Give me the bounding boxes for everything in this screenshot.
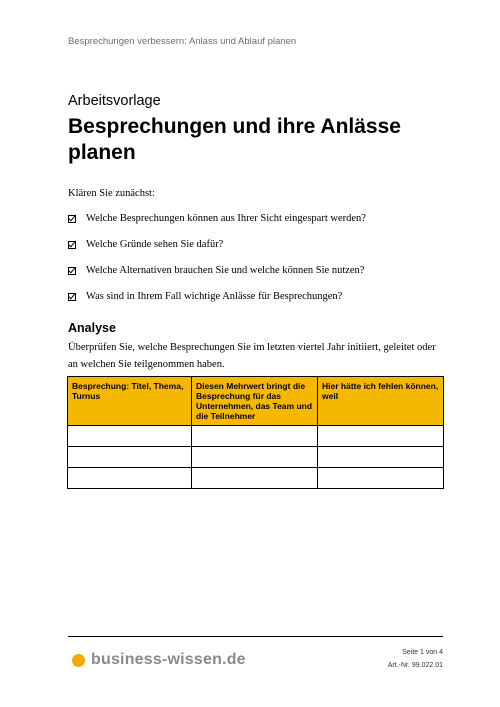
checklist-item-text: Welche Besprechungen können aus Ihrer Sicht eingespart werden? <box>86 213 366 224</box>
article-number: Art.-Nr. 99.022.01 <box>387 662 443 669</box>
footer-divider <box>68 636 443 637</box>
analysis-table <box>67 376 444 489</box>
checklist <box>68 213 366 317</box>
checkbox-checked-icon <box>68 293 76 301</box>
checkbox-checked-icon <box>68 215 76 223</box>
logo-text: business-wissen.de <box>91 651 246 668</box>
checkbox-checked-icon <box>68 241 76 249</box>
table-cell[interactable] <box>68 468 192 489</box>
section-text: Überprüfen Sie, welche Besprechungen Sie im letzten viertel Jahr initiiert, geleitet oder an welchen Sie teilgenommen haben. <box>68 342 436 370</box>
checklist-item <box>68 239 366 265</box>
table-cell[interactable] <box>192 426 318 447</box>
document-title: Besprechungen und ihre Anlässe planen <box>68 115 401 164</box>
table-header-cell: Diesen Mehrwert bringt die Besprechung für das Unternehmen, das Team und die Teilnehmer <box>192 377 318 426</box>
document-subtitle: Arbeitsvorlage <box>68 93 161 109</box>
page-number: Seite 1 von 4 <box>402 649 443 656</box>
footer-logo[interactable] <box>72 651 246 669</box>
header-title: Besprechungen verbessern: Anlass und Ablauf planen <box>68 36 297 47</box>
table-cell[interactable] <box>192 447 318 468</box>
checklist-item-text: Welche Gründe sehen Sie dafür? <box>86 239 224 250</box>
checklist-item-text: Welche Alternativen brauchen Sie und welche können Sie nutzen? <box>86 265 365 276</box>
table-row <box>68 426 444 447</box>
checkbox-checked-icon <box>68 267 76 275</box>
section-heading-analyse: Analyse <box>68 321 116 335</box>
table-cell[interactable] <box>68 426 192 447</box>
checklist-item <box>68 213 366 239</box>
checklist-item <box>68 265 366 291</box>
logo-dot-icon <box>72 654 85 667</box>
checklist-item-text: Was sind in Ihrem Fall wichtige Anlässe für Besprechungen? <box>86 291 343 302</box>
table-cell[interactable] <box>318 426 444 447</box>
table-header-cell: Besprechung: Titel, Thema, Turnus <box>68 377 192 426</box>
intro-text: Klären Sie zunächst: <box>68 188 155 199</box>
table-header-row <box>68 377 444 426</box>
checklist-item <box>68 291 366 317</box>
table-header-cell: Hier hätte ich fehlen können, weil <box>318 377 444 426</box>
table-row <box>68 447 444 468</box>
table-cell[interactable] <box>318 468 444 489</box>
table-cell[interactable] <box>192 468 318 489</box>
table-cell[interactable] <box>318 447 444 468</box>
table-row <box>68 468 444 489</box>
table-cell[interactable] <box>68 447 192 468</box>
